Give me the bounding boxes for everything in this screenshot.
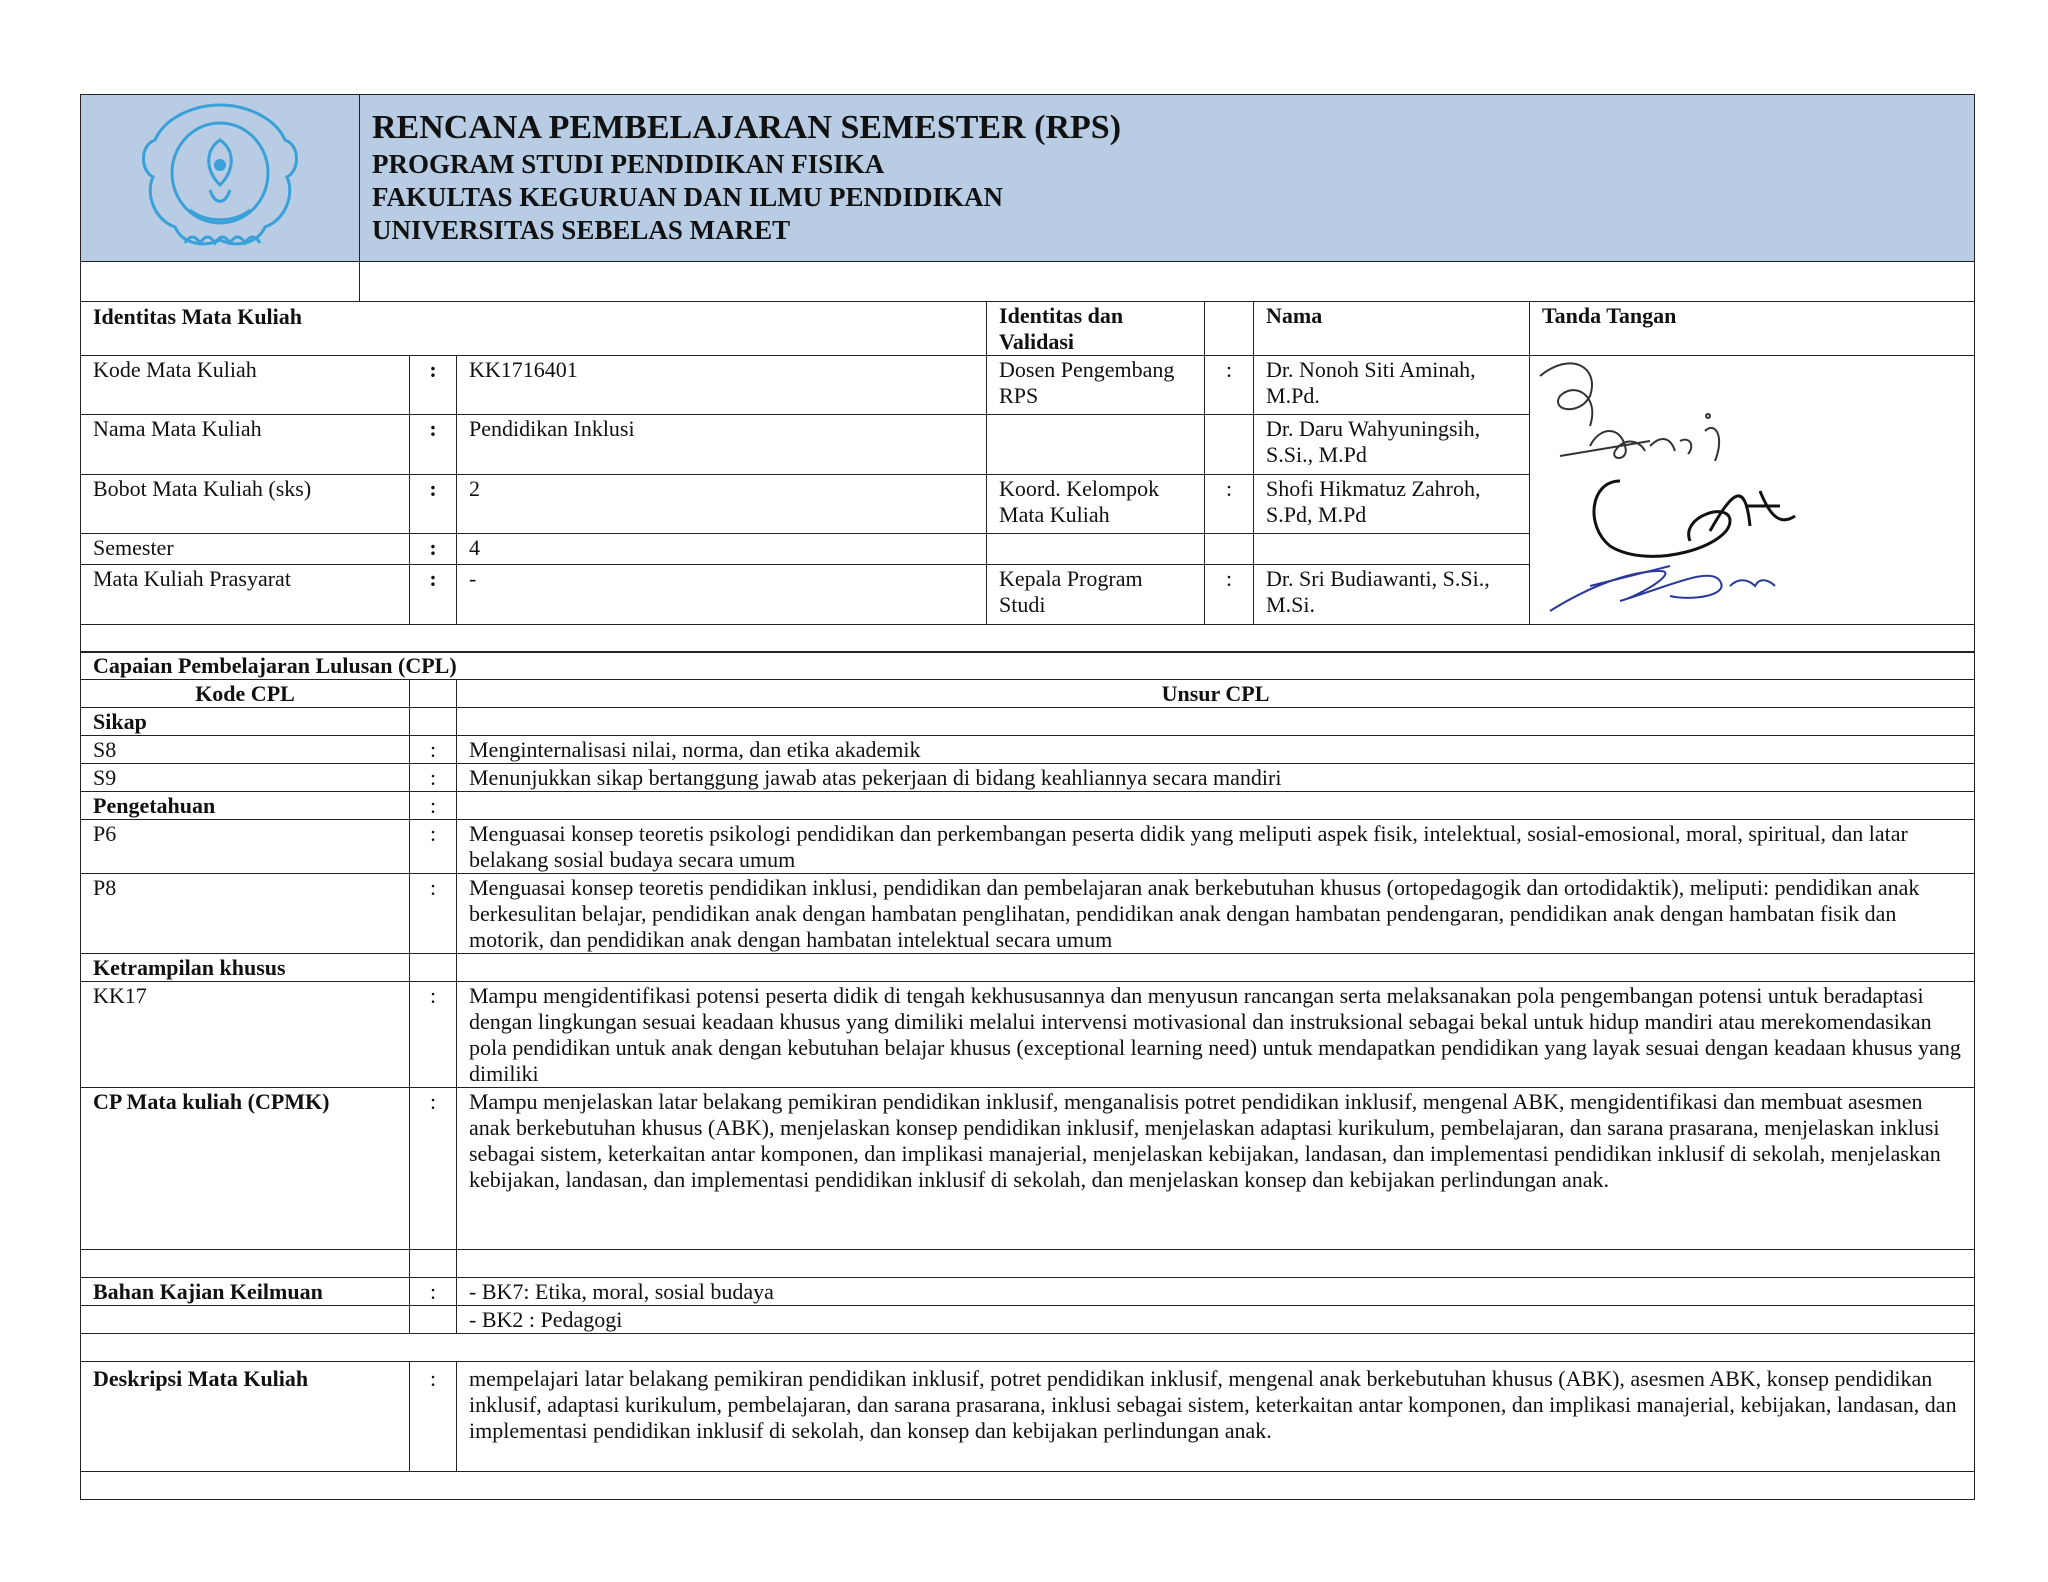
identity-heading: Identitas Mata Kuliah [81,301,987,355]
spacer-row [81,1334,1975,1362]
identity-label: Semester [81,534,410,564]
cpl-code: KK17 [81,982,410,1088]
document-title: RENCANA PEMBELAJARAN SEMESTER (RPS) [372,109,1122,146]
validation-role [987,415,1205,475]
header-title-cell [360,95,1975,262]
cpmk-sep: : [410,1088,457,1250]
empty-cell [457,954,1975,982]
cpl-code: P8 [81,874,410,954]
empty-cell [410,954,457,982]
cpl-group-ketrampilan: Ketrampilan khusus [81,954,410,982]
cpl-table [80,651,1975,1500]
cpl-code: P6 [81,820,410,874]
empty-cell [410,1306,457,1334]
empty-cell [457,792,1975,820]
validation-sep [1205,415,1254,475]
program-name: PROGRAM STUDI PENDIDIKAN FISIKA [372,149,885,179]
identity-value: Pendidikan Inklusi [457,415,987,475]
university-name: UNIVERSITAS SEBELAS MARET [372,215,791,245]
validation-sep [1205,534,1254,564]
name-heading: Nama [1254,301,1530,355]
empty-cell [81,1306,410,1334]
empty-cell [457,1250,1975,1278]
cpmk-text: Mampu menjelaskan latar belakang pemikiran pendidikan inklusif, menganalisis potret pendidikan inklusif, mengenal ABK, mengidentifikasi dan membuat asesmen anak berkebutuhan khusus (ABK), menjelaskan konsep pendidikan inklusif, menjelaskan adaptasi kurikulum, pembelajaran, dan sarana prasarana, menjelaskan inklusi sebagai sistem, keterkaitan antar komponen, dan implikasi manajerial, menjelaskan kebijakan, landasan, dan implementasi pendidikan inklusif di sekolah, menjelaskan kebijakan, landasan, dan implementasi pendidikan inklusif di sekolah, dan menjelaskan konsep dan kebijakan perlindungan anak. [457,1088,1975,1250]
validator-name [1254,534,1530,564]
cpl-sep: : [410,764,457,792]
cpl-sep: : [410,982,457,1088]
validation-role: Dosen Pengembang RPS [987,355,1205,415]
cpmk-label: CP Mata kuliah (CPMK) [81,1088,410,1250]
empty-cell [1205,301,1254,355]
bahan-kajian-label: Bahan Kajian Keilmuan [81,1278,410,1306]
empty-cell [410,680,457,708]
identity-value: 2 [457,474,987,534]
validation-role: Koord. Kelompok Mata Kuliah [987,474,1205,534]
header-empty-cell [81,262,360,302]
university-logo-icon [135,95,305,255]
deskripsi-sep: : [410,1362,457,1472]
cpl-code: S8 [81,736,410,764]
cpl-sep: : [410,874,457,954]
spacer-row [81,624,1975,652]
validation-role: Kepala Program Studi [987,564,1205,624]
cpl-sep: : [410,736,457,764]
empty-cell [81,1250,410,1278]
validation-heading: Identitas dan Validasi [987,301,1205,355]
identity-label: Nama Mata Kuliah [81,415,410,475]
identity-sep: : [410,474,457,534]
validator-name: Shofi Hikmatuz Zahroh, S.Pd, M.Pd [1254,474,1530,534]
cpl-group-pengetahuan: Pengetahuan [81,792,410,820]
cpl-sep: : [410,792,457,820]
cpl-code: S9 [81,764,410,792]
identity-sep: : [410,415,457,475]
identity-table [80,301,1975,653]
cpl-text: Menginternalisasi nilai, norma, dan etika akademik [457,736,1975,764]
cpl-text: Menguasai konsep teoretis pendidikan inklusi, pendidikan dan pembelajaran anak berkebutuhan khusus (ortopedagogik dan ortodidaktik), meliputi: pendidikan anak berkesulitan belajar, pendidikan anak dengan hambatan penglihatan, pendidikan anak dengan hambatan pendengaran, pendidikan anak dengan hambatan fisik dan motorik, dan pendidikan anak dengan hambatan intelektual secara umum [457,874,1975,954]
rps-document [80,94,1975,1500]
cpl-text: Menguasai konsep teoretis psikologi pendidikan dan perkembangan peserta didik yang meliputi aspek fisik, intelektual, sosial-emosional, moral, spiritual, dan latar belakang sosial budaya secara umum [457,820,1975,874]
validation-role [987,534,1205,564]
identity-value: KK1716401 [457,355,987,415]
cpl-col-code: Kode CPL [81,680,410,708]
header-table [80,94,1975,302]
cpl-sep: : [410,820,457,874]
identity-label: Mata Kuliah Prasyarat [81,564,410,624]
empty-cell [457,708,1975,736]
signatures-icon [1530,356,1860,618]
identity-value: - [457,564,987,624]
bahan-kajian-item: - BK7: Etika, moral, sosial budaya [457,1278,1975,1306]
identity-sep: : [410,564,457,624]
empty-cell [410,708,457,736]
bahan-kajian-item: - BK2 : Pedagogi [457,1306,1975,1334]
identity-label: Bobot Mata Kuliah (sks) [81,474,410,534]
validation-sep: : [1205,474,1254,534]
identity-sep: : [410,534,457,564]
validation-sep: : [1205,564,1254,624]
identity-label: Kode Mata Kuliah [81,355,410,415]
faculty-name: FAKULTAS KEGURUAN DAN ILMU PENDIDIKAN [372,182,1004,212]
validator-name: Dr. Daru Wahyuningsih, S.Si., M.Pd [1254,415,1530,475]
header-empty-cell [360,262,1975,302]
cpl-text: Menunjukkan sikap bertanggung jawab atas pekerjaan di bidang keahliannya secara mandiri [457,764,1975,792]
spacer-row [81,1472,1975,1500]
identity-value: 4 [457,534,987,564]
validator-name: Dr. Sri Budiawanti, S.Si., M.Si. [1254,564,1530,624]
deskripsi-text: mempelajari latar belakang pemikiran pendidikan inklusif, potret pendidikan inklusif, mengenal anak berkebutuhan khusus (ABK), asesmen ABK, konsep pendidikan inklusif, adaptasi kurikulum, pembelajaran, dan sarana prasarana, inklusi sebagai sistem, keterkaitan antar komponen, dan implikasi manajerial, kebijakan, landasan, dan implementasi pendidikan inklusif di sekolah, dan konsep dan kebijakan perlindungan anak. [457,1362,1975,1472]
validation-sep: : [1205,355,1254,415]
deskripsi-label: Deskripsi Mata Kuliah [81,1362,410,1472]
cpl-heading: Capaian Pembelajaran Lulusan (CPL) [81,652,1975,680]
cpl-group-sikap: Sikap [81,708,410,736]
empty-cell [410,1250,457,1278]
cpl-text: Mampu mengidentifikasi potensi peserta didik di tengah kekhususannya dan menyusun rancangan serta melaksanakan pola pengembangan potensi untuk beradaptasi dengan lingkungan sesuai keadaan khusus yang dimiliki melalui intervensi motivasional dan instruksional sebagai bekal untuk hidup mandiri atau merekomendasikan pola pendidikan untuk anak dengan kebutuhan belajar khusus (exceptional learning need) untuk mendapatkan pendidikan yang layak sesuai dengan keadaan khusus yang dimiliki [457,982,1975,1088]
identity-sep: : [410,355,457,415]
signatures-cell [1530,355,1975,624]
validator-name: Dr. Nonoh Siti Aminah, M.Pd. [1254,355,1530,415]
bahan-kajian-sep: : [410,1278,457,1306]
cpl-col-element: Unsur CPL [457,680,1975,708]
signature-heading: Tanda Tangan [1530,301,1975,355]
logo-cell [81,95,360,262]
